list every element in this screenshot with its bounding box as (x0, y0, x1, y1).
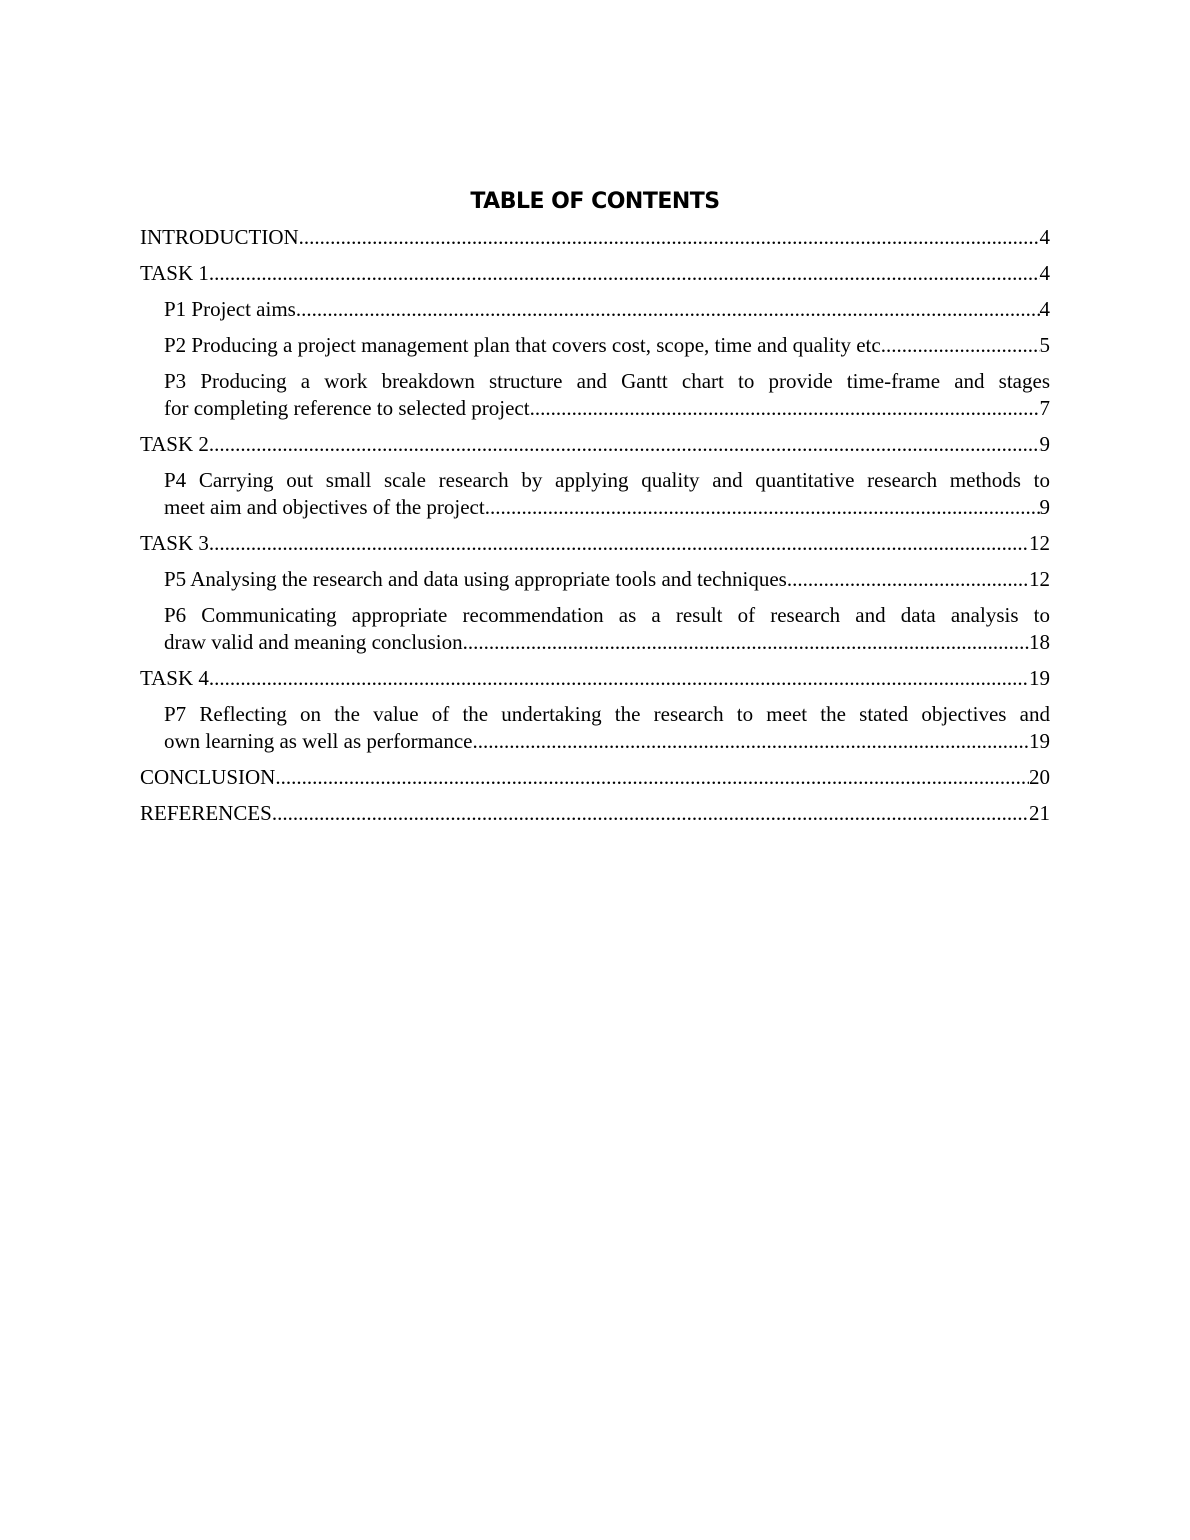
toc-entry-first-line: P3 Producing a work breakdown structure and Gantt chart to provide time-frame and stages (164, 369, 1050, 393)
toc-entry-label: INTRODUCTION (140, 225, 299, 249)
toc-entry-task-3[interactable] (140, 530, 1050, 557)
toc-entry-page-number: 12 (1029, 567, 1050, 591)
toc-entry-page-number: 7 (1039, 396, 1050, 420)
toc-entry-label: for completing reference to selected project (164, 396, 530, 420)
toc-entry-label: draw valid and meaning conclusion (164, 630, 463, 654)
toc-entry-page-number: 4 (1039, 225, 1050, 249)
toc-entry-label: P5 Analysing the research and data using appropriate tools and techniques (164, 567, 787, 591)
toc-entry-label: meet aim and objectives of the project (164, 495, 485, 519)
toc-entry-label: TASK 1 (140, 261, 209, 285)
toc-leader-dots (209, 431, 1040, 458)
toc-leader-dots (272, 800, 1029, 827)
toc-entry-p1[interactable] (140, 296, 1050, 323)
toc-entry-page-number: 5 (1039, 333, 1050, 357)
toc-entry-p2[interactable] (140, 332, 1050, 359)
toc-entry-p7[interactable] (140, 701, 1050, 755)
toc-entry-task-2[interactable] (140, 431, 1050, 458)
toc-entry-label: TASK 4 (140, 666, 209, 690)
toc-entry-page-number: 9 (1039, 495, 1050, 519)
toc-leader-dots (485, 494, 1040, 521)
toc-entry-page-number: 20 (1029, 765, 1050, 789)
toc-leader-dots (463, 629, 1029, 656)
toc-leader-dots (209, 665, 1029, 692)
toc-entry-page-number: 12 (1029, 531, 1050, 555)
toc-leader-dots (530, 395, 1040, 422)
toc-entry-p6[interactable] (140, 602, 1050, 656)
toc-entry-page-number: 19 (1029, 666, 1050, 690)
toc-entry-page-number: 19 (1029, 729, 1050, 753)
toc-entry-first-line: P7 Reflecting on the value of the undertaking the research to meet the stated objectives and (164, 702, 1050, 726)
toc-entry-label: TASK 2 (140, 432, 209, 456)
toc-title: TABLE OF CONTENTS (470, 189, 720, 214)
toc-leader-dots (275, 764, 1029, 791)
toc-entry-p3[interactable] (140, 368, 1050, 422)
toc-entry-page-number: 18 (1029, 630, 1050, 654)
toc-entry-first-line: P6 Communicating appropriate recommendation as a result of research and data analysis to (164, 603, 1050, 627)
toc-entry-task-4[interactable] (140, 665, 1050, 692)
toc-entry-p4[interactable] (140, 467, 1050, 521)
toc-leader-dots (299, 224, 1040, 251)
toc-entry-label: P2 Producing a project management plan that covers cost, scope, time and quality etc (164, 333, 881, 357)
table-of-contents (140, 224, 1050, 836)
toc-leader-dots (209, 530, 1029, 557)
toc-entry-label: TASK 3 (140, 531, 209, 555)
toc-entry-references[interactable] (140, 800, 1050, 827)
toc-entry-label: P1 Project aims (164, 297, 296, 321)
toc-leader-dots (472, 728, 1029, 755)
toc-leader-dots (881, 332, 1040, 359)
toc-entry-page-number: 21 (1029, 801, 1050, 825)
toc-entry-label: REFERENCES (140, 801, 272, 825)
toc-entry-introduction[interactable] (140, 224, 1050, 251)
toc-entry-label: own learning as well as performance (164, 729, 473, 753)
toc-entry-first-line: P4 Carrying out small scale research by applying quality and quantitative research methods to (164, 468, 1050, 492)
toc-leader-dots (296, 296, 1040, 323)
toc-entry-p5[interactable] (140, 566, 1050, 593)
toc-leader-dots (209, 260, 1040, 287)
toc-entry-label: CONCLUSION (140, 765, 276, 789)
toc-entry-page-number: 4 (1039, 261, 1050, 285)
toc-entry-task-1[interactable] (140, 260, 1050, 287)
toc-entry-page-number: 9 (1039, 432, 1050, 456)
toc-entry-page-number: 4 (1039, 297, 1050, 321)
toc-leader-dots (787, 566, 1029, 593)
toc-entry-conclusion[interactable] (140, 764, 1050, 791)
